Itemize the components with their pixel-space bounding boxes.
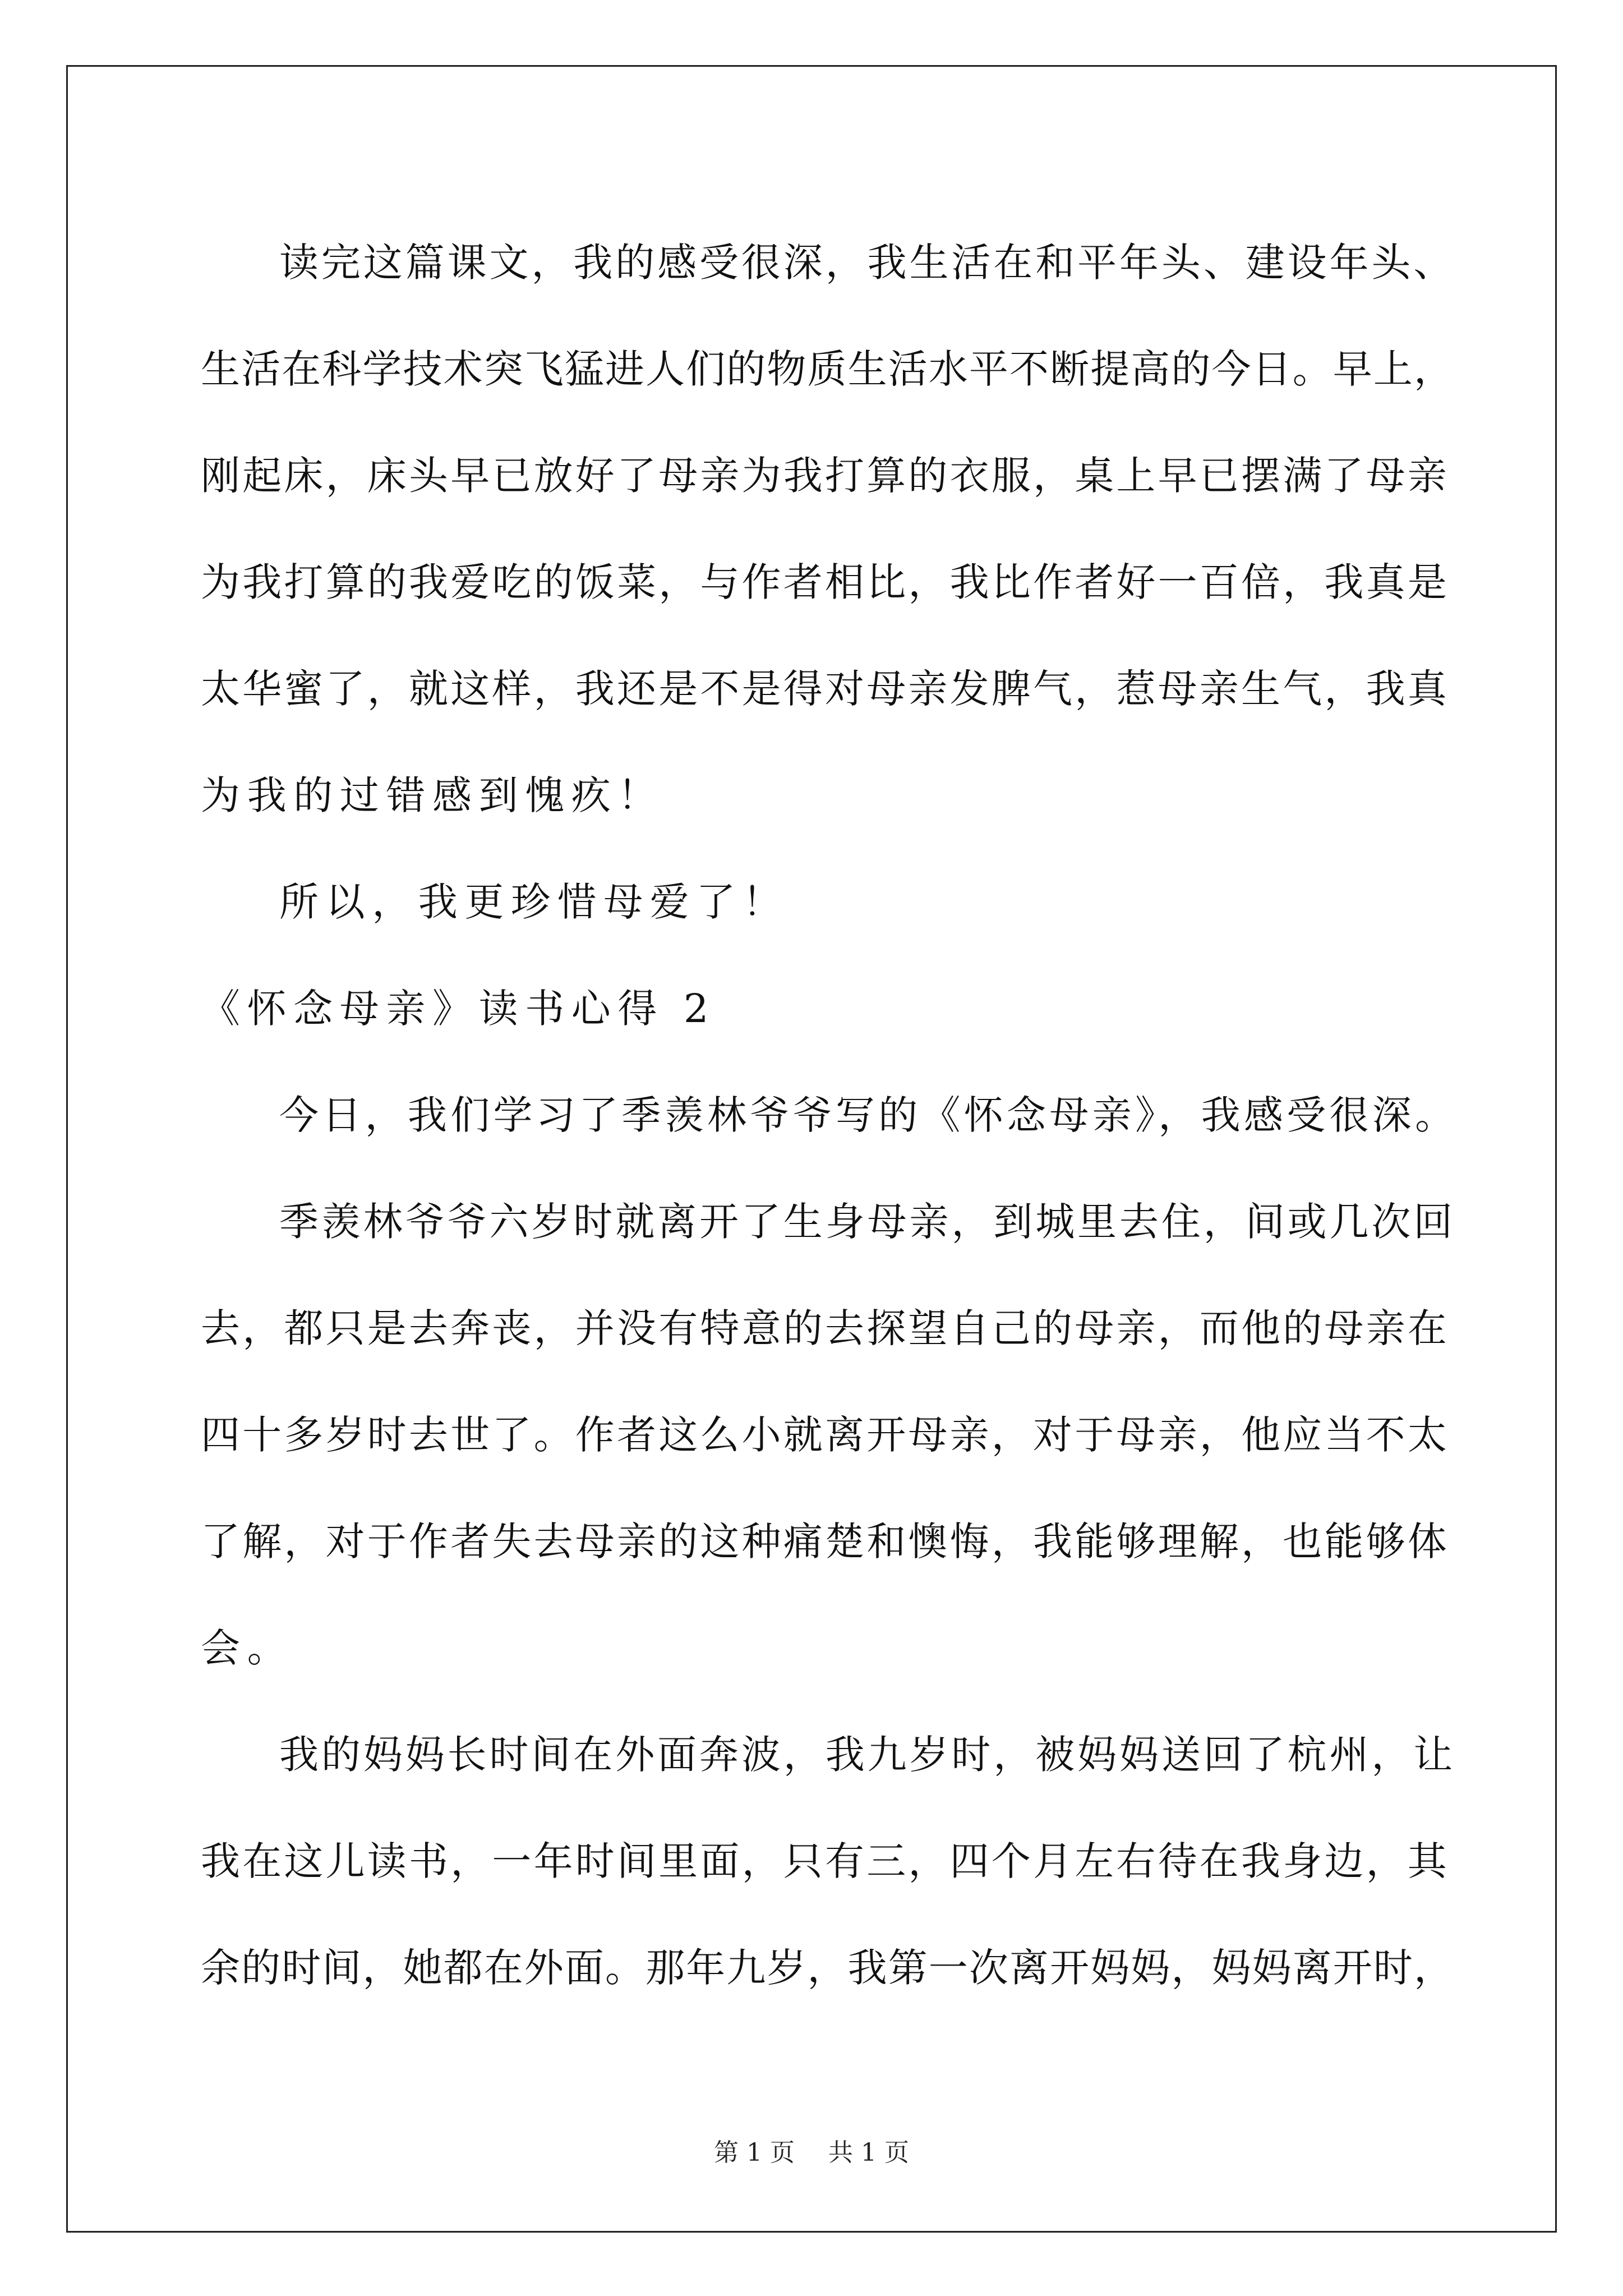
body-line: 为我的过错感到愧疚！ [201, 772, 664, 818]
body-line: 今日，我们学习了季羡林爷爷写的《怀念母亲》，我感受很深。 [279, 1092, 1458, 1138]
body-line: 所以，我更珍惜母爱了！ [279, 879, 789, 925]
body-line: 读完这篇课文，我的感受很深，我生活在和平年头、建设年头、 [279, 240, 1456, 286]
body-line: 生活在科学技术突飞猛进人们的物质生活水平不断提高的今日。早上， [201, 346, 1455, 392]
body-line: 会。 [201, 1625, 294, 1671]
body-line: 余的时间，她都在外面。那年九岁，我第一次离开妈妈，妈妈离开时， [201, 1945, 1455, 1991]
body-line: 季羡林爷爷六岁时就离开了生身母亲，到城里去住，间或几次回 [279, 1199, 1456, 1245]
body-line: 太华蜜了，就这样，我还是不是得对母亲发脾气，惹母亲生气，我真 [201, 666, 1449, 712]
section-heading: 《怀念母亲》读书心得 2 [201, 986, 716, 1032]
page-number: 第 1 页 [714, 2138, 795, 2167]
body-line: 为我打算的我爱吃的饭菜，与作者相比，我比作者好一百倍，我真是 [201, 559, 1449, 605]
body-line: 我在这儿读书，一年时间里面，只有三，四个月左右待在我身边，其 [201, 1838, 1449, 1884]
page-footer [0, 2136, 1623, 2170]
page-total: 共 1 页 [828, 2138, 909, 2167]
body-line: 去，都只是去奔丧，并没有特意的去探望自己的母亲，而他的母亲在 [201, 1305, 1449, 1351]
document-body [201, 209, 1460, 2021]
body-line: 刚起床，床头早已放好了母亲为我打算的衣服，桌上早已摆满了母亲 [201, 453, 1449, 499]
body-line: 四十多岁时去世了。作者这么小就离开母亲，对于母亲，他应当不太 [201, 1412, 1449, 1458]
body-line: 我的妈妈长时间在外面奔波，我九岁时，被妈妈送回了杭州，让 [279, 1732, 1456, 1778]
body-line: 了解，对于作者失去母亲的这种痛楚和懊悔，我能够理解，也能够体 [201, 1519, 1449, 1565]
